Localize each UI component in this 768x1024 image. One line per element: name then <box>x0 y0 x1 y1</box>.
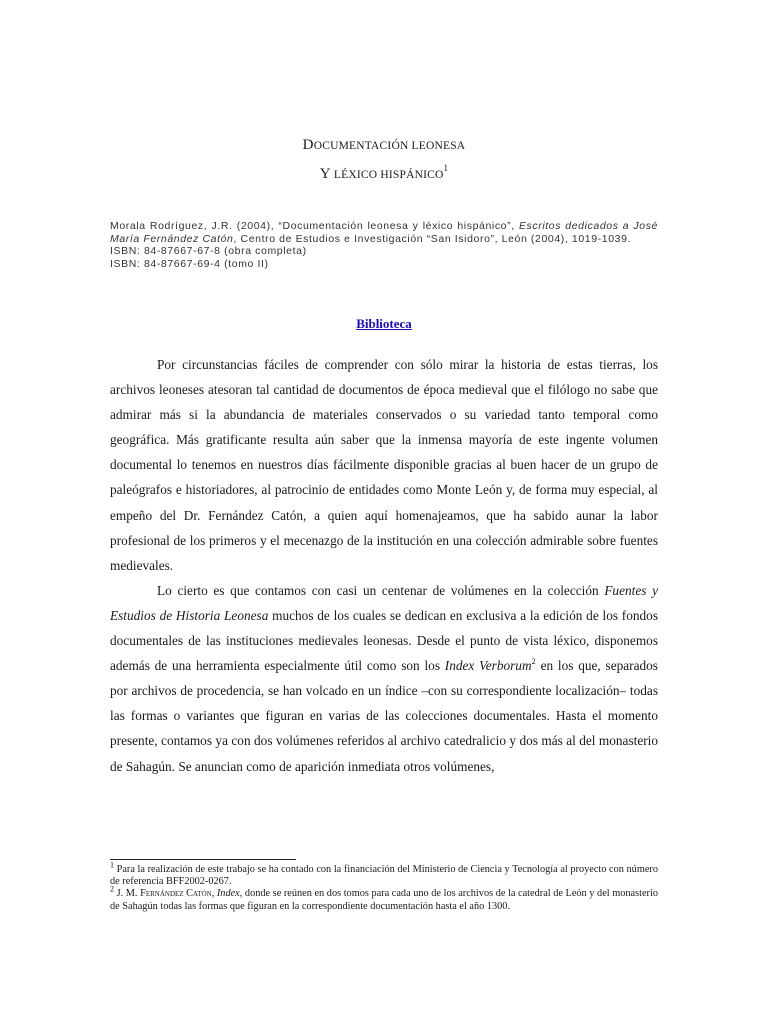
fn2-author: Fernández Catón <box>140 888 212 900</box>
p2-index-title: Index Verborum <box>444 658 532 674</box>
title-footnote-marker[interactable]: 1 <box>443 163 449 173</box>
footnotes <box>110 860 658 913</box>
footnote-1 <box>110 860 658 888</box>
fn2-text-c: , donde se reúnen en dos tomos para cada uno de los archivos de la catedral de León y del monasterio de Sahagún todas las formas que figuran en la correspondiente documentación hasta el año 1300. <box>110 888 658 912</box>
isbn-complete: ISBN: 84-87667-67-8 (obra completa) <box>110 245 307 257</box>
fn2-text-a: J. M. <box>114 888 141 900</box>
citation-block <box>110 220 658 270</box>
title-line1-text: OCUMENTACIÓN LEONESA <box>313 140 466 152</box>
citation-reference <box>110 220 658 245</box>
p2-text-b: muchos de los cuales se dedican en exclusiva a la edición de los fondos documentales de las instituciones medievales leonesas. Desde el punto de vista léxico, disponemos además de una herramienta especialmente útil como son los <box>110 607 658 674</box>
title-initial-cap: D <box>302 137 314 153</box>
citation-book-title: Escritos dedicados a José María Fernández Catón <box>110 220 658 245</box>
p2-collection-title: Fuentes y Estudios de Historia Leonesa <box>110 582 658 623</box>
fn1-text: Para la realización de este trabajo se ha contado con la financiación del Ministerio de Ciencia y Tecnología al proyecto con número de referencia BFF2002-0267. <box>110 864 658 888</box>
fn1-marker: 1 <box>110 860 114 870</box>
citation-text-part1: Morala Rodríguez, J.R. (2004), “Documentación leonesa y léxico hispánico”, <box>110 220 519 232</box>
document-title-line2 <box>0 164 768 183</box>
fn2-index: Index <box>216 888 240 900</box>
paragraph-1: Por circunstancias fáciles de comprender con sólo mirar la historia de estas tierras, los archivos leoneses atesoran tal cantidad de documentos de época medieval que el filólogo no sabe que admirar más si la abundancia de materiales conservados o su variedad tanto temporal como geográfica. Más gratificante resulta aún saber que la inmensa mayoría de este ingente volumen documental lo tenemos en nuestros días fácilmente disponible gracias al buen hacer de un grupo de paleógrafos e historiadores, al patrocinio de entidades como Monte León y, de forma muy especial, al empeño del Dr. Fernández Catón, a quien aquí homenajeamos, que ha sabido aunar la labor profesional de los primeros y el mecenazgo de la institución en una colección admirable sobre fuentes medievales. <box>110 357 658 573</box>
p2-text-c: en los que, separados por archivos de procedencia, se han volcado en un índice –con su correspondiente localización– todas las formas o variantes que figuran en varias de las colecciones documentales. Hasta el momento presente, contamos ya con dos volúmenes referidos al archivo catedralicio y dos más al del monasterio de Sahagún. Se anuncian como de aparición inmediata otros volúmenes, <box>110 658 658 774</box>
title-line2-text: LÉXICO HISPÁNICO <box>330 169 444 181</box>
footnote-separator <box>110 859 296 860</box>
fn2-marker: 2 <box>110 884 114 894</box>
document-title-line1 <box>0 137 768 154</box>
p2-text-a: Lo cierto es que contamos con casi un centenar de volúmenes en la colección <box>157 582 605 598</box>
title2-initial-cap: Y <box>319 166 331 182</box>
citation-text-part2: , Centro de Estudios e Investigación “San Isidoro”, León (2004), 1019-1039. <box>233 232 632 245</box>
body-text <box>110 352 658 779</box>
isbn-volume: ISBN: 84-87667-69-4 (tomo II) <box>110 257 269 270</box>
biblioteca-link[interactable]: Biblioteca <box>356 316 412 331</box>
footnote-2 <box>110 884 658 912</box>
paragraph-2 <box>110 578 658 779</box>
footnote-2-marker[interactable]: 2 <box>531 655 536 666</box>
fn2-text-b: , <box>211 888 217 900</box>
